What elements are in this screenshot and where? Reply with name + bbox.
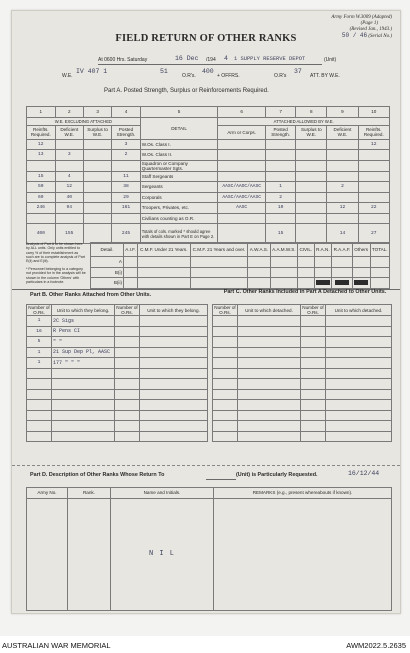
part-c-row: [213, 326, 392, 337]
row-cell: 3: [55, 150, 83, 161]
row-cell: [327, 171, 358, 182]
part-b-title: Part B. Other Ranks Attached from Other Units.: [30, 292, 152, 298]
analysis-header: A.A.M.W.S.: [270, 243, 298, 257]
row-cell: [327, 192, 358, 203]
part-c-row: [213, 379, 392, 390]
row-detail: Corporals: [140, 192, 218, 203]
unit-value: 1 SUPPLY RESERVE DEPOT: [234, 56, 306, 62]
subhead-surplus: Surplus to W.E.: [84, 125, 112, 139]
total-cell: [296, 224, 327, 244]
row-cell: [84, 171, 112, 182]
subhead-surplus-att: Surplus to W.E.: [296, 125, 327, 139]
offrs-label: + OFFRS.: [217, 73, 240, 79]
analysis-header: A.W.A.S.: [248, 243, 270, 257]
we-excluding-attached-header: W.E. EXCLUDING ATTACHED: [27, 117, 141, 125]
part-b-row: [27, 431, 208, 442]
part-a-row: [27, 150, 390, 161]
form-revised: (Revised Jan., 1943.): [349, 27, 392, 32]
form-page: (Page 1): [360, 21, 378, 26]
part-d-header: Name and Initials.: [111, 488, 214, 499]
part-c-row: [213, 358, 392, 369]
part-a-row: [27, 182, 390, 193]
caption-accession: AWM2022.5.2635: [346, 641, 406, 650]
part-d-header: Army No.: [27, 488, 68, 499]
analysis-header: CIVIL.: [298, 243, 314, 257]
part-c-header: Unit to which detached.: [238, 305, 301, 316]
part-a-row: [27, 192, 390, 203]
row-cell: 10: [265, 203, 295, 214]
part-b-unit: " ": [52, 337, 115, 348]
row-cell: [112, 160, 140, 171]
part-c-row: [213, 421, 392, 432]
row-cell: [55, 160, 83, 171]
analysis-table: [90, 242, 390, 289]
ors-value: 51: [160, 68, 168, 75]
row-cell: 94: [55, 203, 83, 214]
total-cell: 155: [55, 224, 83, 244]
row-cell: [296, 192, 327, 203]
row-cell: [358, 213, 389, 224]
analysis-header: Others: [352, 243, 370, 257]
row-cell: [327, 213, 358, 224]
part-b-unit: 21 Sup Dep Pl, AASC: [52, 347, 115, 358]
row-cell: [296, 213, 327, 224]
row-detail: Civilians counting as O.R.: [140, 213, 218, 224]
part-b-row: [27, 400, 208, 411]
col-num: 9: [327, 107, 358, 118]
part-b-number: 1: [27, 316, 52, 327]
analysis-header: C.M.F. Under 21 Years.: [138, 243, 191, 257]
row-cell: [265, 160, 295, 171]
part-b-number: 1: [27, 347, 52, 358]
date-day: 16 Dec: [175, 55, 199, 62]
part-b-row: [27, 326, 208, 337]
part-c-row: [213, 431, 392, 442]
we-label: W.E.: [62, 73, 73, 79]
row-cell: [327, 160, 358, 171]
row-cell: 246: [27, 203, 56, 214]
row-cell: [265, 213, 295, 224]
serial-value: 50 / 46: [341, 32, 368, 39]
row-detail: Squadron or Company Quartermaster Sgts.: [140, 160, 218, 171]
total-cell: 400: [27, 224, 56, 244]
row-cell: [296, 171, 327, 182]
row-cell: [27, 213, 56, 224]
caption-institution: AUSTRALIAN WAR MEMORIAL: [2, 641, 111, 650]
analysis-row-label: B(ii): [91, 278, 124, 289]
row-cell: 40: [55, 192, 83, 203]
subhead-arm-corps: Arm or Corps.: [218, 125, 266, 139]
part-b-row: [27, 368, 208, 379]
analysis-header: TOTAL.: [370, 243, 389, 257]
total-cell: [84, 224, 112, 244]
col-num: 4: [112, 107, 140, 118]
part-c-header: Number of O.Rs.: [214, 305, 236, 315]
part-b-number: 5: [27, 337, 52, 348]
analysis-row-label: A: [91, 257, 124, 268]
row-cell: 3: [112, 139, 140, 150]
part-d-table: [26, 487, 392, 611]
part-b-row: [27, 421, 208, 432]
row-cell: [218, 150, 266, 161]
row-cell: 2: [265, 192, 295, 203]
row-cell: 1: [265, 182, 295, 193]
offrs-value: 400: [202, 68, 214, 75]
part-d-header: REMARKS (e.g., present whereabouts if known).: [214, 488, 392, 499]
row-cell: [218, 213, 266, 224]
part-a-table: [26, 106, 390, 244]
row-cell: [84, 182, 112, 193]
part-a-row: [27, 213, 390, 224]
part-b-row: [27, 410, 208, 421]
analysis-header: R.A.A.F.: [332, 243, 353, 257]
col-num: 7: [265, 107, 295, 118]
part-c-row: [213, 389, 392, 400]
redaction-mark: [354, 280, 368, 285]
att-by-we-label: ATT. BY W.E.: [310, 73, 340, 79]
row-cell: 38: [112, 182, 140, 193]
part-c-row: [213, 337, 392, 348]
row-cell: 13: [27, 150, 56, 161]
row-cell: 50: [27, 182, 56, 193]
part-b-row: [27, 347, 208, 358]
col-num: 1: [27, 107, 56, 118]
row-cell: [327, 150, 358, 161]
subhead-reinfts: Reinfts. Required.: [27, 125, 56, 139]
form-number: Army Form W.3009 (Adapted): [331, 15, 392, 20]
redaction-mark: [335, 280, 349, 285]
part-b-row: [27, 389, 208, 400]
row-cell: AASC: [218, 203, 266, 214]
row-cell: [358, 171, 389, 182]
ors2-value: 37: [294, 68, 302, 75]
part-d-header: Rank.: [68, 488, 111, 499]
part-b-row: [27, 358, 208, 369]
row-detail: W.Os. Class II.: [140, 150, 218, 161]
row-cell: 69: [27, 192, 56, 203]
part-a-row: [27, 171, 390, 182]
subhead-deficient: Deficient W.E.: [55, 125, 83, 139]
row-cell: AASC/AAOC/AASC: [218, 182, 266, 193]
row-cell: 161: [112, 203, 140, 214]
part-b-header: Unit to which they belong.: [52, 305, 115, 316]
serial-label: (Serial No.): [368, 34, 392, 39]
column-number-row: [27, 107, 390, 118]
row-cell: [358, 160, 389, 171]
row-cell: 22: [358, 203, 389, 214]
part-b-table: [26, 304, 208, 442]
part-a-row: [27, 139, 390, 150]
part-d-title-b: (Unit) is Particularly Requested.: [236, 472, 318, 478]
row-cell: [55, 213, 83, 224]
part-c-row: [213, 347, 392, 358]
part-c-row: [213, 410, 392, 421]
row-cell: [296, 203, 327, 214]
row-cell: [265, 171, 295, 182]
part-a-row: [27, 203, 390, 214]
row-cell: AASC/AAOC/AASC: [218, 192, 266, 203]
row-cell: [84, 192, 112, 203]
row-detail: Staff Sergeants: [140, 171, 218, 182]
row-cell: 4: [55, 171, 83, 182]
analysis-header: R.A.N.: [314, 243, 332, 257]
row-cell: 29: [112, 192, 140, 203]
analysis-footnote: * Personnel belonging to a category not provided for in the analysis will be shown in the column 'Others' with particulars in a footnote.: [26, 267, 86, 284]
analysis-note: Analysis of Part A to be shown here by ALL units. Only units entitled to carry % of their establishment as such are to complete analysis of Part E(ii) and E(iii).: [26, 242, 85, 264]
part-b-row: [27, 316, 208, 327]
total-cell: 15: [265, 224, 295, 244]
total-cell: 245: [112, 224, 140, 244]
part-c-row: [213, 400, 392, 411]
part-b-unit: 2C Sigs: [52, 316, 115, 327]
form-title: FIELD RETURN OF OTHER RANKS: [115, 33, 297, 44]
ors2-label: O.R's: [274, 73, 287, 79]
attached-allowed-header: ATTACHED ALLOWED BY W.E.: [218, 117, 390, 125]
row-cell: [265, 150, 295, 161]
row-cell: 12: [327, 203, 358, 214]
part-a-row: [27, 160, 390, 171]
unit-label: (Unit): [324, 57, 337, 63]
row-cell: 12: [358, 139, 389, 150]
totals-detail: Totals of cols. marked * should agree with details shown in Part E on Page 2.: [140, 224, 218, 244]
col-num: 2: [55, 107, 83, 118]
col-num: 8: [296, 107, 327, 118]
part-c-header: Number of O.Rs.: [302, 305, 324, 315]
subhead-posted: Posted Strength.: [112, 125, 140, 139]
part-c-row: [213, 368, 392, 379]
row-cell: [358, 192, 389, 203]
row-cell: [327, 139, 358, 150]
row-cell: [296, 182, 327, 193]
subhead-posted-att: Posted Strength.: [265, 125, 295, 139]
row-cell: [84, 160, 112, 171]
part-d-date: 16/12/44: [348, 470, 380, 477]
row-cell: [84, 213, 112, 224]
row-cell: [218, 160, 266, 171]
part-b-number: 16: [27, 326, 52, 337]
row-detail: Troopers, Privates, etc.: [140, 203, 218, 214]
part-c-title: Part C. Other Ranks Included in Part A Detached to Other Units.: [223, 289, 387, 295]
total-cell-blank: [218, 224, 266, 244]
row-cell: 12: [55, 182, 83, 193]
at-hours-label: At 0600 Hrs. Saturday: [98, 57, 148, 63]
row-detail: W.Os. Class I.: [140, 139, 218, 150]
analysis-header: Detail.: [91, 243, 124, 257]
total-cell: 14: [327, 224, 358, 244]
row-cell: 15: [27, 171, 56, 182]
year-label: /194: [206, 57, 216, 63]
form-sheet: [11, 10, 401, 614]
part-c-header: Unit to which detached.: [326, 305, 392, 316]
part-c-row: [213, 316, 392, 327]
detail-header: DETAIL: [140, 117, 218, 139]
part-b-unit: 177 " " ": [52, 358, 115, 369]
row-cell: [84, 203, 112, 214]
row-cell: [218, 171, 266, 182]
part-d-title-a: Part D. Description of Other Ranks Whose Return To: [30, 472, 165, 478]
part-b-number: 1: [27, 358, 52, 369]
row-cell: [296, 160, 327, 171]
part-b-row: [27, 337, 208, 348]
total-cell: 27: [358, 224, 389, 244]
year-value: 4: [224, 55, 228, 62]
row-cell: [84, 150, 112, 161]
subhead-deficient-att: Deficient W.E.: [327, 125, 358, 139]
analysis-header: A.I.F.: [124, 243, 138, 257]
row-cell: [358, 182, 389, 193]
subhead-reinfts-att: Reinfts. Required.: [358, 125, 389, 139]
row-cell: [27, 160, 56, 171]
row-cell: [55, 139, 83, 150]
row-cell: [358, 150, 389, 161]
row-cell: [218, 139, 266, 150]
part-b-header: Number of O.Rs.: [116, 305, 138, 315]
analysis-header: C.M.F. 21 Years and over.: [190, 243, 248, 257]
row-cell: [265, 139, 295, 150]
row-cell: [296, 150, 327, 161]
row-cell: [112, 213, 140, 224]
ors-label: O.R's.: [182, 73, 196, 79]
row-cell: 12: [27, 139, 56, 150]
col-num: 10: [358, 107, 389, 118]
part-a-title: Part A. Posted Strength, Surplus or Reinforcements Required.: [104, 88, 269, 94]
col-num: 3: [84, 107, 112, 118]
part-b-unit: R Pens CI: [52, 326, 115, 337]
row-cell: 11: [112, 171, 140, 182]
row-cell: 2: [112, 150, 140, 161]
analysis-row-label: B(i): [91, 267, 124, 278]
redaction-mark: [316, 280, 330, 285]
row-cell: [84, 139, 112, 150]
col-num: 5: [140, 107, 218, 118]
col-num: 6: [218, 107, 266, 118]
we-value: IV 407 1: [76, 68, 108, 75]
row-cell: [296, 139, 327, 150]
part-b-header: Unit to which they belong.: [140, 305, 208, 316]
part-b-header: Number of O.Rs.: [28, 305, 50, 315]
part-d-nil: N I L: [148, 550, 175, 558]
totals-row: [27, 224, 390, 244]
part-c-table: [212, 304, 392, 442]
row-cell: 2: [327, 182, 358, 193]
part-b-row: [27, 379, 208, 390]
row-detail: Sergeants: [140, 182, 218, 193]
